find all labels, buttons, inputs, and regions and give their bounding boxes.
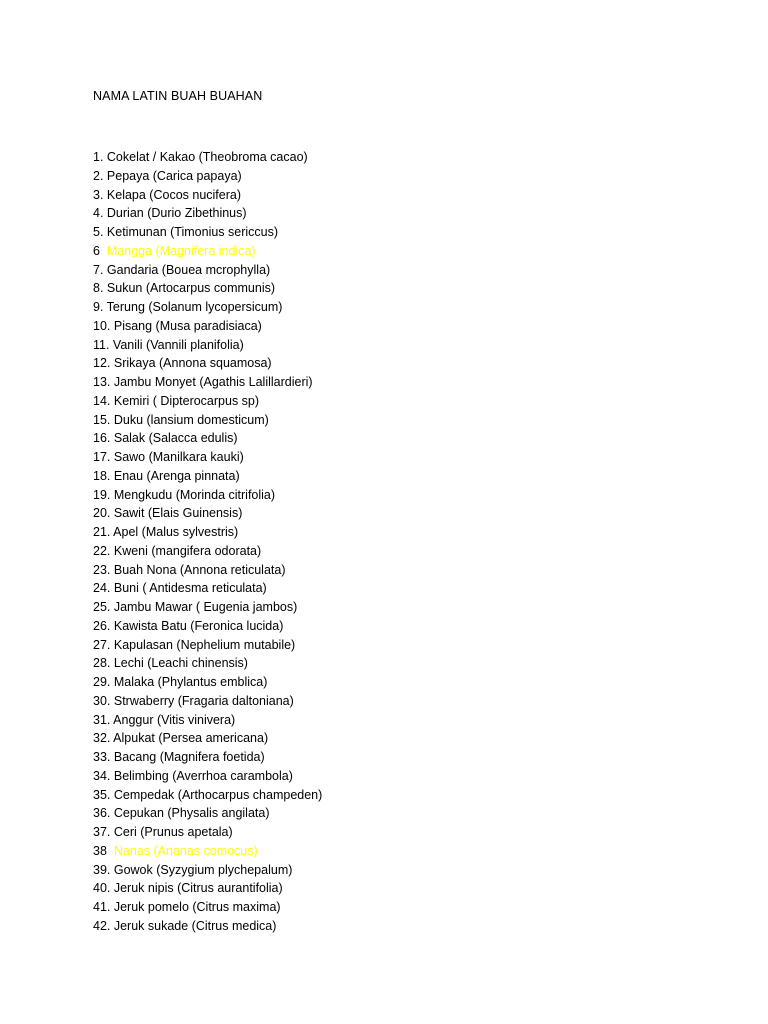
list-item-number: 20. [93, 506, 114, 521]
list-item-text-highlighted: Nanas (Ananas comocus) [113, 843, 258, 858]
list-item-text: Kweni (mangifera odorata) [113, 543, 262, 558]
list-item-text: Enau (Arenga pinnata) [113, 468, 240, 483]
list-item [93, 542, 322, 561]
document-title: NAMA LATIN BUAH BUAHAN [93, 89, 263, 103]
list-item-number: 17. [93, 450, 114, 464]
list-item-text: Mengkudu (Morinda citrifolia) [113, 487, 276, 502]
list-item-number: 33. [93, 750, 114, 764]
list-item-text: Kapulasan (Nephelium mutabile) [113, 637, 296, 652]
list-item-text: Malaka (Phylantus emblica) [113, 675, 268, 689]
list-item-number: 31. [93, 712, 114, 727]
list-item [93, 392, 322, 411]
list-item [93, 486, 322, 505]
list-item-number: 23. [93, 562, 114, 577]
list-item-number: 8. [93, 281, 107, 296]
list-item-number: 3. [93, 187, 107, 202]
list-item-text: Cokelat / Kakao (Theobroma cacao) [106, 150, 308, 164]
list-item-number: 13. [93, 375, 114, 389]
list-item-number: 11. [93, 337, 113, 352]
list-item [93, 786, 322, 805]
list-item-number: 21. [93, 525, 114, 539]
list-item-number: 7. [93, 262, 107, 277]
list-item [93, 186, 322, 205]
list-item-number: 4. [93, 206, 107, 221]
list-item-text: Durian (Durio Zibethinus) [106, 206, 247, 221]
list-item-text: Ketimunan (Timonius sericcus) [106, 225, 279, 239]
list-item [93, 223, 322, 242]
list-item [93, 467, 322, 486]
list-item-number: 12. [93, 356, 114, 371]
list-item [93, 861, 322, 880]
list-item-text: Salak (Salacca edulis) [113, 431, 238, 446]
list-item [93, 711, 322, 730]
list-item-number: 41. [93, 900, 114, 914]
list-item [93, 654, 322, 673]
list-item-text: Jambu Mawar ( Eugenia jambos) [113, 600, 298, 614]
list-item-text: Kawista Batu (Feronica lucida) [113, 618, 284, 633]
list-item [93, 279, 322, 298]
list-item-text: Sawo (Manilkara kauki) [113, 450, 244, 464]
list-item-number: 26. [93, 618, 114, 633]
list-item-text: Sawit (Elais Guinensis) [113, 506, 243, 521]
list-item [93, 373, 322, 392]
list-item-number: 22. [93, 543, 114, 558]
list-item-text: Belimbing (Averrhoa carambola) [113, 768, 293, 783]
list-item [93, 636, 322, 655]
list-item-text: Pepaya (Carica papaya) [106, 168, 242, 183]
list-item [93, 448, 322, 467]
list-item-number: 38 [93, 843, 114, 858]
list-item-text: Cepukan (Physalis angilata) [113, 806, 270, 821]
list-item [93, 898, 322, 917]
list-item [93, 823, 322, 842]
list-item [93, 748, 322, 767]
list-item [93, 598, 322, 617]
list-item [93, 617, 322, 636]
list-item-text: Jeruk nipis (Citrus aurantifolia) [113, 881, 283, 896]
list-item-text: Alpukat (Persea americana) [113, 731, 269, 746]
list-item-text: Pisang (Musa paradisiaca) [113, 318, 262, 333]
list-item-number: 36. [93, 806, 114, 821]
list-item-text-highlighted: Mangga (Magnifera indica) [106, 243, 256, 258]
list-item-number: 37. [93, 825, 114, 839]
list-item-number: 9. [93, 300, 107, 314]
list-item-text: Ceri (Prunus apetala) [113, 825, 233, 839]
list-item-number: 10. [93, 318, 114, 333]
list-item-number: 40. [93, 881, 114, 896]
list-item-text: Apel (Malus sylvestris) [113, 525, 239, 539]
list-item [93, 167, 322, 186]
list-item-text: Bacang (Magnifera foetida) [113, 750, 265, 764]
list-item-number: 18. [93, 468, 114, 483]
list-item-text: Jeruk sukade (Citrus medica) [113, 918, 277, 933]
list-item-number: 27. [93, 637, 114, 652]
list-item [93, 148, 322, 167]
list-item [93, 317, 322, 336]
list-item-text: Gowok (Syzygium plychepalum) [113, 862, 293, 877]
list-item [93, 336, 322, 355]
list-item [93, 804, 322, 823]
list-item [93, 673, 322, 692]
list-item [93, 729, 322, 748]
list-item-number: 39. [93, 862, 114, 877]
list-item-text: Lechi (Leachi chinensis) [113, 656, 248, 671]
list-item-number: 32. [93, 731, 114, 746]
list-item-text: Buah Nona (Annona reticulata) [113, 562, 286, 577]
list-item-text: Terung (Solanum lycopersicum) [106, 300, 283, 314]
list-item-number: 28. [93, 656, 114, 671]
list-item-number: 35. [93, 787, 114, 802]
list-item-text: Jeruk pomelo (Citrus maxima) [113, 900, 281, 914]
list-item [93, 561, 322, 580]
list-item-text: Sukun (Artocarpus communis) [106, 281, 276, 296]
list-item-text: Jambu Monyet (Agathis Lalillardieri) [113, 375, 313, 389]
list-item [93, 523, 322, 542]
list-item-text: Buni ( Antidesma reticulata) [113, 581, 267, 596]
list-item [93, 242, 322, 261]
list-item [93, 411, 322, 430]
list-item-number: 15. [93, 412, 114, 427]
list-item-number: 30. [93, 693, 114, 708]
list-item-number: 29. [93, 675, 114, 689]
list-item [93, 429, 322, 448]
list-item-text: Strwaberry (Fragaria daltoniana) [113, 693, 294, 708]
list-item-text: Cempedak (Arthocarpus champeden) [113, 787, 323, 802]
list-item [93, 879, 322, 898]
list-item [93, 354, 322, 373]
fruit-list [93, 148, 322, 936]
list-item-text: Srikaya (Annona squamosa) [113, 356, 272, 371]
list-item [93, 767, 322, 786]
list-item-number: 6 [93, 243, 107, 258]
list-item-number: 25. [93, 600, 114, 614]
list-item [93, 298, 322, 317]
list-item-number: 19. [93, 487, 114, 502]
list-item-text: Kemiri ( Dipterocarpus sp) [113, 393, 260, 408]
list-item [93, 579, 322, 598]
list-item-text: Anggur (Vitis vinivera) [113, 712, 236, 727]
list-item [93, 504, 322, 523]
list-item [93, 917, 322, 936]
list-item [93, 204, 322, 223]
list-item-number: 34. [93, 768, 114, 783]
list-item-text: Duku (lansium domesticum) [113, 412, 269, 427]
list-item-number: 14. [93, 393, 114, 408]
list-item [93, 692, 322, 711]
list-item-number: 16. [93, 431, 114, 446]
list-item-number: 5. [93, 225, 107, 239]
list-item [93, 842, 322, 861]
list-item-text: Gandaria (Bouea mcrophylla) [106, 262, 271, 277]
list-item-number: 42. [93, 918, 114, 933]
list-item-number: 2. [93, 168, 107, 183]
list-item-text: Kelapa (Cocos nucifera) [106, 187, 242, 202]
list-item-number: 1. [93, 150, 107, 164]
list-item-text: Vanili (Vannili planifolia) [112, 337, 244, 352]
list-item-number: 24. [93, 581, 114, 596]
list-item [93, 261, 322, 280]
